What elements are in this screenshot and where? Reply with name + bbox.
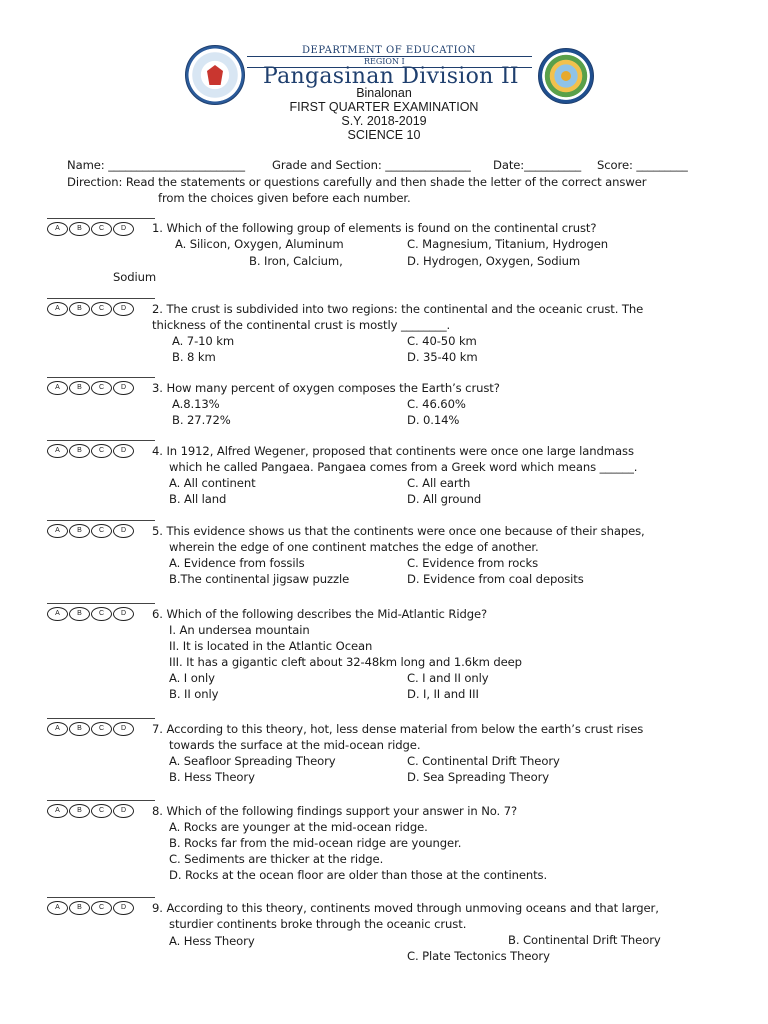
bubble-b[interactable]: B bbox=[69, 381, 90, 395]
q3-option-b: B. 27.72% bbox=[172, 413, 231, 427]
bubble-a[interactable]: A bbox=[47, 222, 68, 236]
question-4-line-2: which he called Pangaea. Pangaea comes from a Greek word which means ______. bbox=[169, 460, 638, 474]
bubble-b[interactable]: B bbox=[69, 607, 90, 621]
bubble-a[interactable]: A bbox=[47, 524, 68, 538]
question-5-line-2: wherein the edge of one continent matches the edge of another. bbox=[169, 540, 539, 554]
question-6: 6. Which of the following describes the Mid-Atlantic Ridge? bbox=[152, 607, 488, 621]
q6-option-b: B. II only bbox=[169, 687, 219, 701]
bubble-d[interactable]: D bbox=[113, 302, 134, 316]
q7-option-d: D. Sea Spreading Theory bbox=[407, 770, 550, 784]
answer-blank-7 bbox=[47, 718, 155, 719]
bubble-c[interactable]: C bbox=[91, 444, 112, 458]
bubble-a[interactable]: A bbox=[47, 607, 68, 621]
q2-option-a: A. 7-10 km bbox=[172, 334, 235, 348]
bubble-c[interactable]: C bbox=[91, 722, 112, 736]
bubble-a[interactable]: A bbox=[47, 302, 68, 316]
bubble-d[interactable]: D bbox=[113, 524, 134, 538]
q5-option-c: C. Evidence from rocks bbox=[407, 556, 539, 570]
answer-blank-9 bbox=[47, 897, 155, 898]
q3-option-c: C. 46.60% bbox=[407, 397, 466, 411]
q1-option-d: D. Hydrogen, Oxygen, Sodium bbox=[407, 254, 581, 268]
question-4-line-1: 4. In 1912, Alfred Wegener, proposed that continents were once one large landmass bbox=[152, 444, 634, 458]
q8-option-d: D. Rocks at the ocean floor are older than those at the continents. bbox=[169, 868, 548, 882]
bubble-b[interactable]: B bbox=[69, 444, 90, 458]
answer-blank-5 bbox=[47, 520, 155, 521]
answer-blank-1 bbox=[47, 218, 155, 219]
question-5-line-1: 5. This evidence shows us that the continents were once one because of their shapes, bbox=[152, 524, 645, 538]
q5-option-d: D. Evidence from coal deposits bbox=[407, 572, 584, 586]
score-field[interactable]: Score: _________ bbox=[597, 158, 688, 172]
answer-bubbles-3[interactable] bbox=[47, 381, 134, 395]
direction-line-1: Direction: Read the statements or questions carefully and then shade the letter of the correct answer bbox=[67, 175, 647, 189]
question-2-line-1: 2. The crust is subdivided into two regions: the continental and the oceanic crust. The bbox=[152, 302, 644, 316]
q7-option-a: A. Seafloor Spreading Theory bbox=[169, 754, 336, 768]
region-label: REGION I bbox=[364, 57, 405, 66]
grade-section-field[interactable]: Grade and Section: _______________ bbox=[272, 158, 471, 172]
exam-title: FIRST QUARTER EXAMINATION bbox=[289, 100, 479, 114]
bubble-c[interactable]: C bbox=[91, 524, 112, 538]
bubble-c[interactable]: C bbox=[91, 302, 112, 316]
q1-option-b: B. Iron, Calcium, bbox=[249, 254, 343, 268]
question-9-line-2: sturdier continents broke through the oceanic crust. bbox=[169, 917, 467, 931]
name-field[interactable]: Name: ________________________ bbox=[67, 158, 245, 172]
q7-option-c: C. Continental Drift Theory bbox=[407, 754, 560, 768]
division-title: Pangasinan Division II bbox=[263, 64, 519, 89]
question-3: 3. How many percent of oxygen composes the Earth’s crust? bbox=[152, 381, 500, 395]
question-8: 8. Which of the following findings support your answer in No. 7? bbox=[152, 804, 518, 818]
bubble-a[interactable]: A bbox=[47, 804, 68, 818]
answer-blank-4 bbox=[47, 440, 155, 441]
q6-statement-iii: III. It has a gigantic cleft about 32-48km long and 1.6km deep bbox=[169, 655, 522, 669]
bubble-a[interactable]: A bbox=[47, 444, 68, 458]
q8-option-c: C. Sediments are thicker at the ridge. bbox=[169, 852, 384, 866]
answer-bubbles-2[interactable] bbox=[47, 302, 134, 316]
department-title: DEPARTMENT OF EDUCATION bbox=[302, 45, 476, 56]
answer-bubbles-8[interactable] bbox=[47, 804, 134, 818]
q5-option-a: A. Evidence from fossils bbox=[169, 556, 305, 570]
q1-option-c: C. Magnesium, Titanium, Hydrogen bbox=[407, 237, 609, 251]
bubble-c[interactable]: C bbox=[91, 607, 112, 621]
q2-option-b: B. 8 km bbox=[172, 350, 216, 364]
answer-bubbles-1[interactable] bbox=[47, 222, 134, 236]
bubble-d[interactable]: D bbox=[113, 901, 134, 915]
bubble-d[interactable]: D bbox=[113, 607, 134, 621]
q6-statement-ii: II. It is located in the Atlantic Ocean bbox=[169, 639, 373, 653]
question-9-line-1: 9. According to this theory, continents moved through unmoving oceans and that larger, bbox=[152, 901, 659, 915]
q6-option-c: C. I and II only bbox=[407, 671, 489, 685]
bubble-b[interactable]: B bbox=[69, 524, 90, 538]
q4-option-c: C. All earth bbox=[407, 476, 471, 490]
question-7-line-2: towards the surface at the mid-ocean ridge. bbox=[169, 738, 421, 752]
q4-option-a: A. All continent bbox=[169, 476, 256, 490]
q1-option-b-continued: Sodium bbox=[113, 270, 157, 284]
bubble-d[interactable]: D bbox=[113, 804, 134, 818]
answer-bubbles-4[interactable] bbox=[47, 444, 134, 458]
subject-title: SCIENCE 10 bbox=[347, 128, 421, 142]
municipality-label: Binalonan bbox=[356, 86, 412, 100]
bubble-b[interactable]: B bbox=[69, 804, 90, 818]
q2-option-c: C. 40-50 km bbox=[407, 334, 477, 348]
bubble-b[interactable]: B bbox=[69, 302, 90, 316]
bubble-d[interactable]: D bbox=[113, 444, 134, 458]
q5-option-b: B.The continental jigsaw puzzle bbox=[169, 572, 350, 586]
q9-option-a: A. Hess Theory bbox=[169, 934, 255, 948]
bubble-c[interactable]: C bbox=[91, 381, 112, 395]
answer-blank-8 bbox=[47, 800, 155, 801]
bubble-b[interactable]: B bbox=[69, 722, 90, 736]
q6-option-d: D. I, II and III bbox=[407, 687, 479, 701]
bubble-a[interactable]: A bbox=[47, 901, 68, 915]
answer-blank-2 bbox=[47, 298, 155, 299]
answer-blank-3 bbox=[47, 377, 155, 378]
bubble-c[interactable]: C bbox=[91, 804, 112, 818]
q3-option-d: D. 0.14% bbox=[407, 413, 460, 427]
bubble-c[interactable]: C bbox=[91, 901, 112, 915]
direction-line-2: from the choices given before each number. bbox=[158, 191, 411, 205]
question-1: 1. Which of the following group of elements is found on the continental crust? bbox=[152, 221, 597, 235]
q1-option-a: A. Silicon, Oxygen, Aluminum bbox=[175, 237, 344, 251]
q6-option-a: A. I only bbox=[169, 671, 215, 685]
answer-bubbles-5[interactable] bbox=[47, 524, 134, 538]
date-field[interactable]: Date:__________ bbox=[493, 158, 582, 172]
bubble-d[interactable]: D bbox=[113, 381, 134, 395]
q4-option-b: B. All land bbox=[169, 492, 227, 506]
q7-option-b: B. Hess Theory bbox=[169, 770, 255, 784]
bubble-a[interactable]: A bbox=[47, 381, 68, 395]
bubble-b[interactable]: B bbox=[69, 222, 90, 236]
q3-option-a: A.8.13% bbox=[172, 397, 220, 411]
answer-bubbles-9[interactable] bbox=[47, 901, 134, 915]
q6-statement-i: I. An undersea mountain bbox=[169, 623, 310, 637]
bubble-b[interactable]: B bbox=[69, 901, 90, 915]
bubble-c[interactable]: C bbox=[91, 222, 112, 236]
answer-bubbles-7[interactable] bbox=[47, 722, 134, 736]
q4-option-d: D. All ground bbox=[407, 492, 482, 506]
q8-option-b: B. Rocks far from the mid-ocean ridge are younger. bbox=[169, 836, 462, 850]
bubble-a[interactable]: A bbox=[47, 722, 68, 736]
bubble-d[interactable]: D bbox=[113, 222, 134, 236]
q9-option-c: C. Plate Tectonics Theory bbox=[407, 949, 550, 963]
answer-bubbles-6[interactable] bbox=[47, 607, 134, 621]
q8-option-a: A. Rocks are younger at the mid-ocean ridge. bbox=[169, 820, 428, 834]
bubble-d[interactable]: D bbox=[113, 722, 134, 736]
answer-blank-6 bbox=[47, 603, 155, 604]
q2-option-d: D. 35-40 km bbox=[407, 350, 478, 364]
school-year: S.Y. 2018-2019 bbox=[341, 114, 427, 128]
question-2-line-2: thickness of the continental crust is mostly ________. bbox=[152, 318, 451, 332]
q9-option-b: B. Continental Drift Theory bbox=[508, 933, 661, 947]
question-7-line-1: 7. According to this theory, hot, less dense material from below the earth’s crust rises bbox=[152, 722, 644, 736]
